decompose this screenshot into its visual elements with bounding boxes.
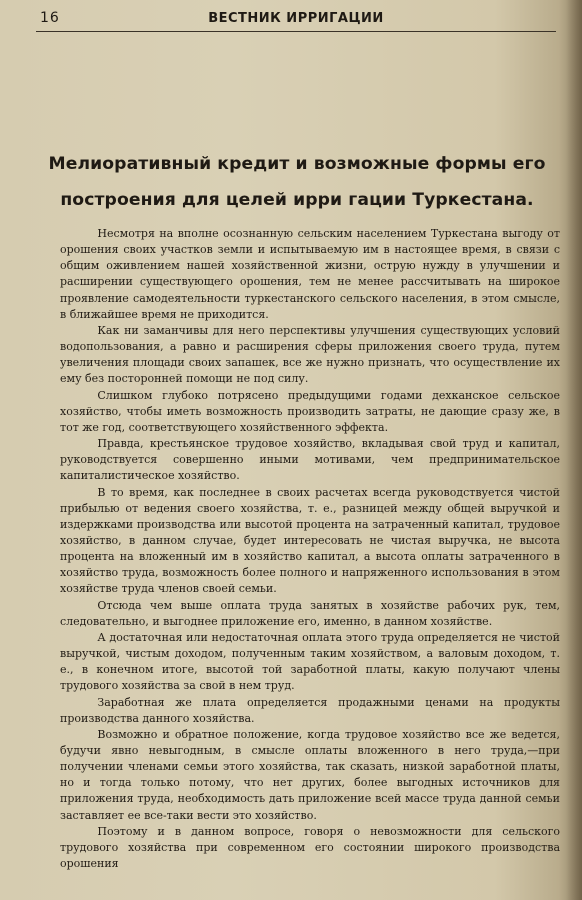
running-header	[36, 9, 556, 32]
page-number: 16	[40, 10, 60, 26]
paragraph: Правда, крестьянское трудовое хозяйство, вкладывая свой труд и капитал, руководствуется совершенно иными мотивами, чем предпринимательское капиталистическое хозяйство.	[60, 437, 560, 483]
page-edge-shadow	[566, 0, 582, 900]
paragraph: А достаточная или недостаточная оплата этого труда определяется не чистой выручкой, чистым доходом, полученным таким хозяйством, а валовым доходом, т. е., в конечном итоге, высотой той заработной платы, какую получают члены трудового хозяйства за свой в нем труд.	[60, 630, 560, 693]
journal-title: ВЕСТНИК ИРРИГАЦИИ	[208, 11, 384, 26]
paragraph: Отсюда чем выше оплата труда занятых в хозяйстве рабочих рук, тем, следовательно, и выгоднее приложение его, именно, в данном хозяйстве.	[60, 598, 560, 628]
paragraph: Поэтому и в данном вопросе, говоря о невозможности для сельского трудового хозяйства при современном его состоянии широкого производства орошения	[60, 824, 560, 871]
paragraph: Как ни заманчивы для него перспективы улучшения существующих условий водопользования, а равно и расширения сферы приложения своего труда, путем увеличения площади своих запашек, все же нужно признать, что осуществление их ему без посторонней помощи не под силу.	[60, 323, 560, 386]
article-title	[30, 146, 564, 218]
paragraph: Слишком глубоко потрясено предыдущими годами дехканское сельское хозяйство, чтобы иметь возможность производить затраты, не дающие сразу же, в тот же год, соответствующего хозяйственного эффекта.	[60, 388, 560, 434]
paragraph: Заработная же плата определяется продажными ценами на продукты производства данного хозяйства.	[60, 695, 560, 725]
paragraph: Несмотря на вполне осознанную сельским населением Туркестана выгоду от орошения своих участков земли и испытываемую им в настоящее время, в связи с общим оживлением нашей хозяйственной жизни, острую нужду в улучшении и расширении существующего орошения, тем не менее рассчитывать на широкое проявление самодеятельности туркестанского сельского населения, в этом смысле, в ближайшее время не приходится.	[60, 227, 560, 321]
article-body	[60, 226, 560, 872]
paragraph: Возможно и обратное положение, когда трудовое хозяйство все же ведется, будучи явно невыгодным, в смысле оплаты вложенного в него труда,—при получении членами семьи этого хозяйства, так сказать, низкой заработной платы, но и тогда только потому, что нет других, более выгодных источников для приложения труда, необходимость дать приложение всей массе труда данной семьи заставляет ее все-таки вести это хозяйство.	[60, 727, 560, 822]
paragraph: В то время, как последнее в своих расчетах всегда руководствуется чистой прибылью от ведения своего хозяйства, т. е., разницей между общей выручкой и издержками производства или высотой процента на затраченный капитал, трудовое хозяйство, в данном случае, будет интересовать не чистая выручка, не высота процента на вложенный им в хозяйство капитал, а высота оплаты затраченного в хозяйство труда, возможность более полного и напряженного использования в этом хозяйстве труда членов своей семьи.	[60, 485, 560, 596]
article-title-line-1: Мелиоративный кредит и возможные формы его	[48, 154, 546, 174]
article-title-line-2: построения для целей ирри гации Туркестана.	[60, 190, 534, 210]
